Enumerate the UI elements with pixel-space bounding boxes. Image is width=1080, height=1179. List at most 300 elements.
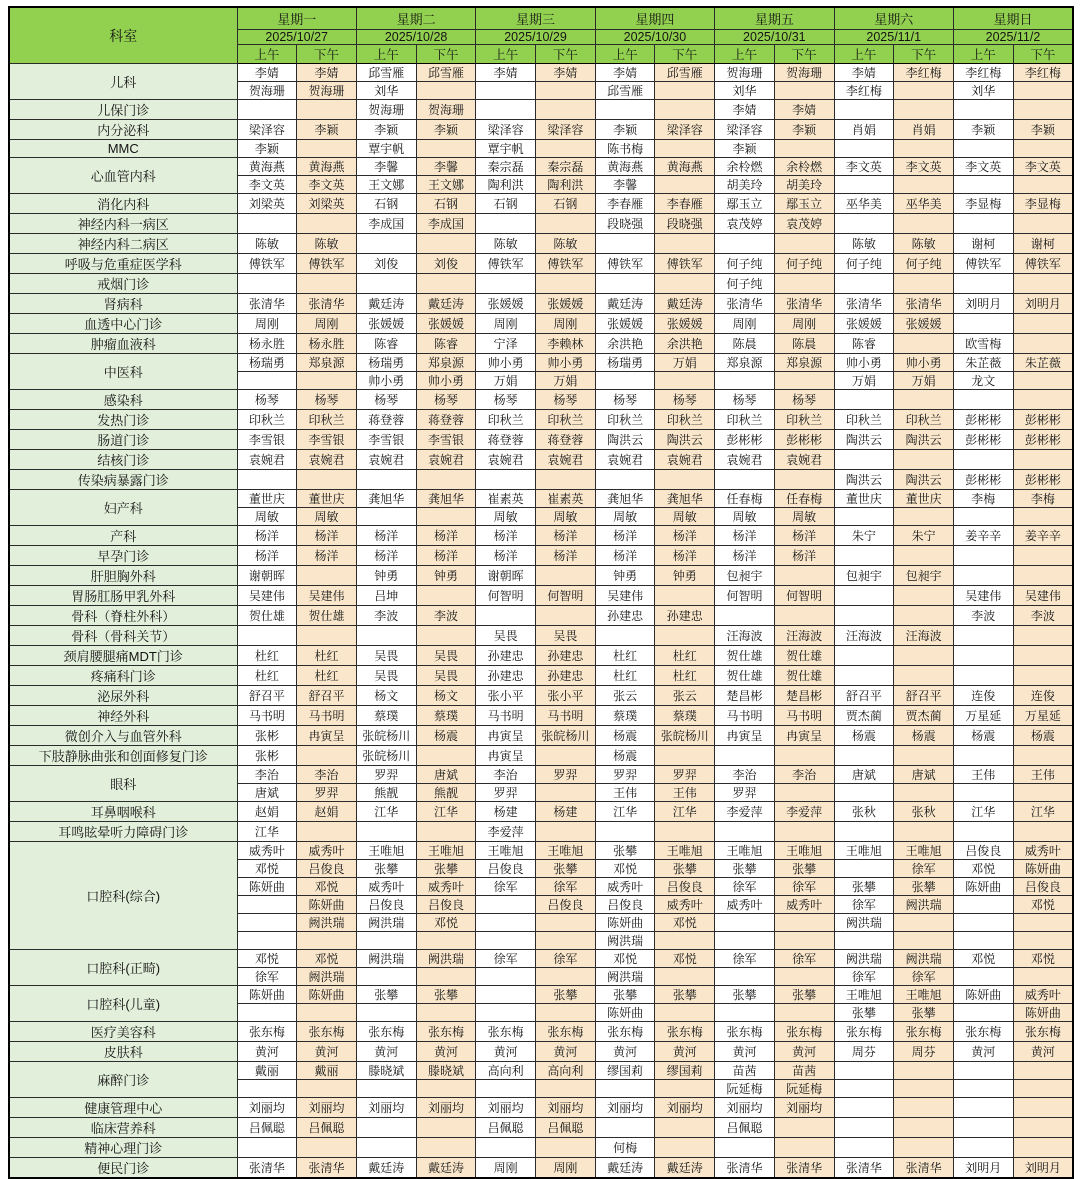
schedule-cell: 李波 <box>953 606 1013 626</box>
schedule-cell: 何智明 <box>476 586 536 606</box>
schedule-cell: 李雪银 <box>416 430 476 450</box>
schedule-cell: 杨琴 <box>297 390 357 410</box>
schedule-cell: 张攀 <box>715 986 775 1004</box>
department-name: 骨科（骨科关节） <box>9 626 237 646</box>
schedule-cell: 陈妍曲 <box>595 914 655 932</box>
schedule-cell: 李颖 <box>774 120 834 140</box>
schedule-cell: 李颖 <box>237 140 297 158</box>
schedule-cell: 江华 <box>595 802 655 822</box>
schedule-cell: 吴建伟 <box>595 586 655 606</box>
schedule-cell: 贺仕雄 <box>237 606 297 626</box>
schedule-cell: 蒋登蓉 <box>416 410 476 430</box>
department-name: 耳鼻咽喉科 <box>9 802 237 822</box>
schedule-cell: 江华 <box>356 802 416 822</box>
schedule-cell: 孙建忠 <box>655 606 715 626</box>
schedule-cell: 马书明 <box>536 706 596 726</box>
schedule-cell <box>476 968 536 986</box>
schedule-cell: 张清华 <box>297 294 357 314</box>
schedule-cell <box>536 140 596 158</box>
department-name: 呼吸与危重症医学科 <box>9 254 237 274</box>
schedule-cell <box>1013 822 1073 842</box>
table-row <box>9 1098 1073 1118</box>
schedule-cell <box>953 626 1013 646</box>
department-name: 感染科 <box>9 390 237 410</box>
date-header: 2025/11/2 <box>953 30 1073 45</box>
schedule-cell <box>595 626 655 646</box>
schedule-cell: 阙洪瑞 <box>297 914 357 932</box>
schedule-cell: 罗羿 <box>536 766 596 784</box>
schedule-cell: 江华 <box>1013 802 1073 822</box>
schedule-cell: 王唯旭 <box>715 842 775 860</box>
schedule-cell: 阙洪瑞 <box>595 932 655 950</box>
schedule-cell: 黄河 <box>297 1042 357 1062</box>
schedule-cell: 黄海燕 <box>297 158 357 176</box>
schedule-cell: 刘丽均 <box>595 1098 655 1118</box>
schedule-cell: 张清华 <box>297 1158 357 1179</box>
schedule-cell: 万娟 <box>834 372 894 390</box>
department-name: 微创介入与血管外科 <box>9 726 237 746</box>
schedule-cell: 陶洪云 <box>894 430 954 450</box>
schedule-cell: 万星延 <box>953 706 1013 726</box>
department-name: 神经内科二病区 <box>9 234 237 254</box>
schedule-cell: 邓悦 <box>237 950 297 968</box>
schedule-cell: 余柃燃 <box>715 158 775 176</box>
schedule-cell: 欧雪梅 <box>953 334 1013 354</box>
schedule-cell: 张媛媛 <box>834 314 894 334</box>
schedule-cell: 江华 <box>655 802 715 822</box>
department-name: 医疗美容科 <box>9 1022 237 1042</box>
schedule-cell: 阙洪瑞 <box>356 914 416 932</box>
schedule-cell: 吴畏 <box>356 666 416 686</box>
pm-header: 下午 <box>416 45 476 64</box>
schedule-cell: 吴畏 <box>476 626 536 646</box>
schedule-cell: 杨永胜 <box>297 334 357 354</box>
schedule-cell: 石钢 <box>476 194 536 214</box>
schedule-cell: 贾杰蔺 <box>894 706 954 726</box>
schedule-cell: 徐军 <box>834 968 894 986</box>
table-row <box>9 766 1073 784</box>
am-header: 上午 <box>476 45 536 64</box>
schedule-cell <box>416 470 476 490</box>
schedule-cell: 李波 <box>1013 606 1073 626</box>
schedule-cell: 何子纯 <box>834 254 894 274</box>
department-name: 疼痛科门诊 <box>9 666 237 686</box>
schedule-cell: 威秀叶 <box>237 842 297 860</box>
schedule-cell <box>774 932 834 950</box>
schedule-cell: 李雪银 <box>297 430 357 450</box>
schedule-cell: 袁婉君 <box>416 450 476 470</box>
schedule-cell: 李文英 <box>1013 158 1073 176</box>
schedule-cell: 袁婉君 <box>595 450 655 470</box>
schedule-cell: 张东梅 <box>476 1022 536 1042</box>
schedule-cell: 帅小勇 <box>834 354 894 372</box>
schedule-cell: 钟勇 <box>595 566 655 586</box>
schedule-cell: 肖娟 <box>834 120 894 140</box>
schedule-cell: 傅铁军 <box>476 254 536 274</box>
schedule-cell: 李显梅 <box>953 194 1013 214</box>
schedule-cell: 秦宗磊 <box>476 158 536 176</box>
schedule-cell <box>536 566 596 586</box>
schedule-cell: 黄河 <box>356 1042 416 1062</box>
schedule-cell: 邓悦 <box>953 950 1013 968</box>
date-header: 2025/10/27 <box>237 30 356 45</box>
department-name: 神经内科一病区 <box>9 214 237 234</box>
schedule-cell: 唐斌 <box>237 784 297 802</box>
schedule-cell <box>774 274 834 294</box>
schedule-cell <box>834 1118 894 1138</box>
schedule-cell: 张攀 <box>655 986 715 1004</box>
schedule-cell: 姜辛辛 <box>1013 526 1073 546</box>
schedule-cell: 龚旭华 <box>595 490 655 508</box>
schedule-cell: 刘俊 <box>416 254 476 274</box>
schedule-cell: 贺仕雄 <box>774 666 834 686</box>
table-row <box>9 986 1073 1004</box>
schedule-cell: 连俊 <box>1013 686 1073 706</box>
schedule-cell <box>1013 566 1073 586</box>
schedule-cell: 周刚 <box>774 314 834 334</box>
schedule-cell: 董世庆 <box>834 490 894 508</box>
schedule-cell: 李文英 <box>894 158 954 176</box>
schedule-cell: 张清华 <box>834 294 894 314</box>
schedule-cell: 李文英 <box>953 158 1013 176</box>
schedule-cell <box>774 234 834 254</box>
table-row <box>9 100 1073 120</box>
table-row <box>9 64 1073 82</box>
schedule-cell <box>894 274 954 294</box>
schedule-cell <box>536 606 596 626</box>
schedule-cell: 王伟 <box>595 784 655 802</box>
table-row <box>9 726 1073 746</box>
schedule-cell: 包昶宇 <box>894 566 954 586</box>
schedule-cell <box>655 626 715 646</box>
schedule-cell: 戴廷涛 <box>356 1158 416 1179</box>
table-row <box>9 314 1073 334</box>
schedule-cell: 杨洋 <box>715 546 775 566</box>
schedule-cell: 陈敏 <box>834 234 894 254</box>
schedule-cell: 杨瑞勇 <box>595 354 655 372</box>
schedule-cell: 杜红 <box>297 666 357 686</box>
schedule-cell <box>894 1118 954 1138</box>
schedule-cell <box>715 372 775 390</box>
schedule-cell: 张东梅 <box>953 1022 1013 1042</box>
schedule-cell <box>834 176 894 194</box>
schedule-cell: 张东梅 <box>536 1022 596 1042</box>
schedule-cell: 陈书梅 <box>595 140 655 158</box>
schedule-cell: 孙建忠 <box>595 606 655 626</box>
schedule-cell: 段晓强 <box>595 214 655 234</box>
schedule-cell: 王唯旭 <box>774 842 834 860</box>
table-row <box>9 254 1073 274</box>
schedule-cell: 钟勇 <box>356 566 416 586</box>
schedule-cell: 李馨 <box>356 158 416 176</box>
schedule-cell: 张东梅 <box>237 1022 297 1042</box>
schedule-cell <box>894 390 954 410</box>
schedule-cell: 罗羿 <box>476 784 536 802</box>
department-name: 消化内科 <box>9 194 237 214</box>
schedule-cell: 张清华 <box>894 294 954 314</box>
schedule-cell: 汪海波 <box>774 626 834 646</box>
schedule-cell: 贺海珊 <box>715 64 775 82</box>
table-row <box>9 666 1073 686</box>
schedule-cell: 张清华 <box>237 1158 297 1179</box>
schedule-cell: 彭彬彬 <box>715 430 775 450</box>
schedule-cell <box>1013 450 1073 470</box>
schedule-cell: 杨琴 <box>774 390 834 410</box>
schedule-cell: 张秋 <box>894 802 954 822</box>
schedule-cell: 张东梅 <box>416 1022 476 1042</box>
schedule-cell: 杨文 <box>416 686 476 706</box>
schedule-cell: 印秋兰 <box>476 410 536 430</box>
schedule-cell: 龚旭华 <box>356 490 416 508</box>
schedule-cell: 吕佩聪 <box>536 1118 596 1138</box>
schedule-cell <box>356 822 416 842</box>
schedule-cell: 袁茂婷 <box>774 214 834 234</box>
schedule-cell <box>356 968 416 986</box>
schedule-cell: 段晓强 <box>655 214 715 234</box>
weekday-header: 星期六 <box>834 7 953 30</box>
schedule-cell: 杨瑞勇 <box>356 354 416 372</box>
schedule-cell: 吴畏 <box>416 666 476 686</box>
department-name: 早孕门诊 <box>9 546 237 566</box>
schedule-cell <box>476 914 536 932</box>
schedule-cell: 陈妍曲 <box>953 986 1013 1004</box>
schedule-cell: 阙洪瑞 <box>894 950 954 968</box>
schedule-cell: 黄海燕 <box>655 158 715 176</box>
schedule-cell: 梁泽容 <box>476 120 536 140</box>
schedule-cell: 刘丽均 <box>297 1098 357 1118</box>
schedule-cell: 杨建 <box>476 802 536 822</box>
schedule-cell: 徐军 <box>894 860 954 878</box>
table-row <box>9 1118 1073 1138</box>
schedule-cell: 周刚 <box>476 1158 536 1179</box>
schedule-cell: 石钢 <box>356 194 416 214</box>
schedule-cell: 董世庆 <box>297 490 357 508</box>
schedule-cell <box>774 1138 834 1158</box>
schedule-cell: 刘华 <box>953 82 1013 100</box>
schedule-cell: 张皖杨川 <box>536 726 596 746</box>
schedule-cell: 陈睿 <box>356 334 416 354</box>
schedule-cell <box>237 932 297 950</box>
schedule-cell <box>715 914 775 932</box>
schedule-cell: 印秋兰 <box>655 410 715 430</box>
schedule-cell <box>416 746 476 766</box>
schedule-cell: 印秋兰 <box>297 410 357 430</box>
schedule-cell <box>1013 214 1073 234</box>
schedule-cell <box>1013 784 1073 802</box>
schedule-cell: 任春梅 <box>774 490 834 508</box>
schedule-cell: 李雪银 <box>237 430 297 450</box>
schedule-cell <box>536 968 596 986</box>
schedule-cell: 杜红 <box>297 646 357 666</box>
table-row <box>9 1022 1073 1042</box>
table-row <box>9 546 1073 566</box>
schedule-cell: 张东梅 <box>834 1022 894 1042</box>
schedule-cell <box>953 1004 1013 1022</box>
schedule-cell: 袁婉君 <box>356 450 416 470</box>
table-row <box>9 354 1073 372</box>
schedule-cell: 吕俊良 <box>416 896 476 914</box>
schedule-cell: 何智明 <box>715 586 775 606</box>
schedule-cell: 李颖 <box>297 120 357 140</box>
schedule-cell: 王唯旭 <box>655 842 715 860</box>
schedule-cell: 罗羿 <box>655 766 715 784</box>
schedule-cell: 王唯旭 <box>894 842 954 860</box>
schedule-cell: 蒋登蓉 <box>356 410 416 430</box>
schedule-cell: 熊靓 <box>356 784 416 802</box>
schedule-cell: 包昶宇 <box>715 566 775 586</box>
schedule-cell <box>356 470 416 490</box>
schedule-cell: 李婧 <box>595 64 655 82</box>
schedule-cell: 孙建忠 <box>476 646 536 666</box>
schedule-cell: 张东梅 <box>356 1022 416 1042</box>
schedule-cell: 陶利洪 <box>476 176 536 194</box>
schedule-cell <box>595 234 655 254</box>
schedule-cell: 戴丽 <box>297 1062 357 1080</box>
schedule-cell: 张攀 <box>715 860 775 878</box>
schedule-cell: 周刚 <box>536 1158 596 1179</box>
schedule-cell: 戴廷涛 <box>595 294 655 314</box>
schedule-cell: 贺海珊 <box>416 100 476 120</box>
schedule-cell: 张彬 <box>237 726 297 746</box>
schedule-cell: 李颖 <box>356 120 416 140</box>
schedule-cell: 贺仕雄 <box>774 646 834 666</box>
schedule-cell: 余柃燃 <box>774 158 834 176</box>
schedule-cell: 杨洋 <box>416 526 476 546</box>
schedule-cell: 刘丽均 <box>237 1098 297 1118</box>
schedule-cell: 邓悦 <box>595 950 655 968</box>
schedule-cell: 陈敏 <box>894 234 954 254</box>
schedule-cell <box>953 214 1013 234</box>
schedule-cell: 张小平 <box>476 686 536 706</box>
schedule-cell: 张攀 <box>356 860 416 878</box>
schedule-cell: 胡美玲 <box>715 176 775 194</box>
schedule-cell: 袁婉君 <box>237 450 297 470</box>
schedule-cell: 李梅 <box>1013 490 1073 508</box>
schedule-cell: 邓悦 <box>655 950 715 968</box>
am-header: 上午 <box>953 45 1013 64</box>
schedule-cell: 张东梅 <box>297 1022 357 1042</box>
schedule-cell: 彭彬彬 <box>1013 430 1073 450</box>
schedule-cell: 李红梅 <box>1013 64 1073 82</box>
schedule-cell: 阙洪瑞 <box>834 914 894 932</box>
schedule-cell <box>953 822 1013 842</box>
roster-body <box>9 64 1073 1179</box>
schedule-cell <box>953 746 1013 766</box>
schedule-cell <box>1013 968 1073 986</box>
schedule-cell <box>536 1138 596 1158</box>
schedule-cell <box>536 784 596 802</box>
schedule-cell: 肖娟 <box>894 120 954 140</box>
weekday-header: 星期四 <box>595 7 714 30</box>
schedule-cell: 杨琴 <box>476 390 536 410</box>
schedule-cell <box>715 968 775 986</box>
schedule-cell <box>356 508 416 526</box>
schedule-cell: 戴廷涛 <box>416 1158 476 1179</box>
schedule-cell: 张攀 <box>595 842 655 860</box>
table-row <box>9 390 1073 410</box>
schedule-cell: 梁泽容 <box>655 120 715 140</box>
schedule-cell <box>536 1080 596 1098</box>
schedule-cell <box>1013 1118 1073 1138</box>
schedule-cell <box>237 1080 297 1098</box>
dept-column-header: 科室 <box>9 7 237 64</box>
schedule-cell: 贺海珊 <box>774 64 834 82</box>
pm-header: 下午 <box>536 45 596 64</box>
schedule-cell: 陶洪云 <box>894 470 954 490</box>
schedule-cell: 彭彬彬 <box>1013 410 1073 430</box>
schedule-cell: 张清华 <box>715 1158 775 1179</box>
schedule-cell <box>476 1004 536 1022</box>
table-row <box>9 586 1073 606</box>
schedule-cell: 袁婉君 <box>297 450 357 470</box>
schedule-cell <box>416 508 476 526</box>
schedule-cell: 贺海珊 <box>237 82 297 100</box>
table-row <box>9 802 1073 822</box>
schedule-cell: 周敏 <box>655 508 715 526</box>
table-row <box>9 274 1073 294</box>
pm-header: 下午 <box>1013 45 1073 64</box>
schedule-cell: 高向利 <box>536 1062 596 1080</box>
schedule-cell: 何子纯 <box>715 254 775 274</box>
schedule-cell: 江华 <box>416 802 476 822</box>
schedule-cell <box>536 274 596 294</box>
schedule-cell: 威秀叶 <box>774 896 834 914</box>
schedule-cell: 冉寅呈 <box>476 726 536 746</box>
schedule-cell: 孙建忠 <box>536 646 596 666</box>
schedule-cell <box>715 746 775 766</box>
department-name: 神经外科 <box>9 706 237 726</box>
date-header: 2025/10/31 <box>715 30 834 45</box>
schedule-cell <box>894 140 954 158</box>
department-name: 胃肠肛肠甲乳外科 <box>9 586 237 606</box>
schedule-cell: 李馨 <box>416 158 476 176</box>
schedule-cell: 何子纯 <box>774 254 834 274</box>
schedule-cell: 李颖 <box>715 140 775 158</box>
schedule-cell: 刘明月 <box>953 294 1013 314</box>
schedule-cell: 阙洪瑞 <box>595 968 655 986</box>
schedule-cell: 马书明 <box>237 706 297 726</box>
schedule-cell: 陈妍曲 <box>1013 860 1073 878</box>
schedule-cell: 李婧 <box>834 64 894 82</box>
schedule-cell: 杨洋 <box>416 546 476 566</box>
table-row <box>9 1138 1073 1158</box>
schedule-cell: 陶洪云 <box>834 430 894 450</box>
schedule-cell: 帅小勇 <box>536 354 596 372</box>
schedule-cell: 张云 <box>595 686 655 706</box>
schedule-cell <box>655 822 715 842</box>
schedule-cell <box>774 372 834 390</box>
schedule-cell <box>774 606 834 626</box>
schedule-cell <box>715 470 775 490</box>
schedule-cell: 梁泽容 <box>715 120 775 140</box>
schedule-cell: 周刚 <box>715 314 775 334</box>
schedule-cell: 周刚 <box>297 314 357 334</box>
schedule-cell: 唐斌 <box>416 766 476 784</box>
schedule-cell <box>655 140 715 158</box>
schedule-cell: 刘丽均 <box>416 1098 476 1118</box>
schedule-cell: 邓悦 <box>953 860 1013 878</box>
schedule-cell <box>297 822 357 842</box>
schedule-cell: 缪国莉 <box>595 1062 655 1080</box>
table-row <box>9 526 1073 546</box>
schedule-cell <box>237 214 297 234</box>
schedule-cell <box>715 1004 775 1022</box>
schedule-cell: 吴畏 <box>416 646 476 666</box>
schedule-cell: 李颖 <box>595 120 655 140</box>
schedule-cell: 张攀 <box>416 860 476 878</box>
schedule-cell <box>894 214 954 234</box>
schedule-cell <box>953 314 1013 334</box>
